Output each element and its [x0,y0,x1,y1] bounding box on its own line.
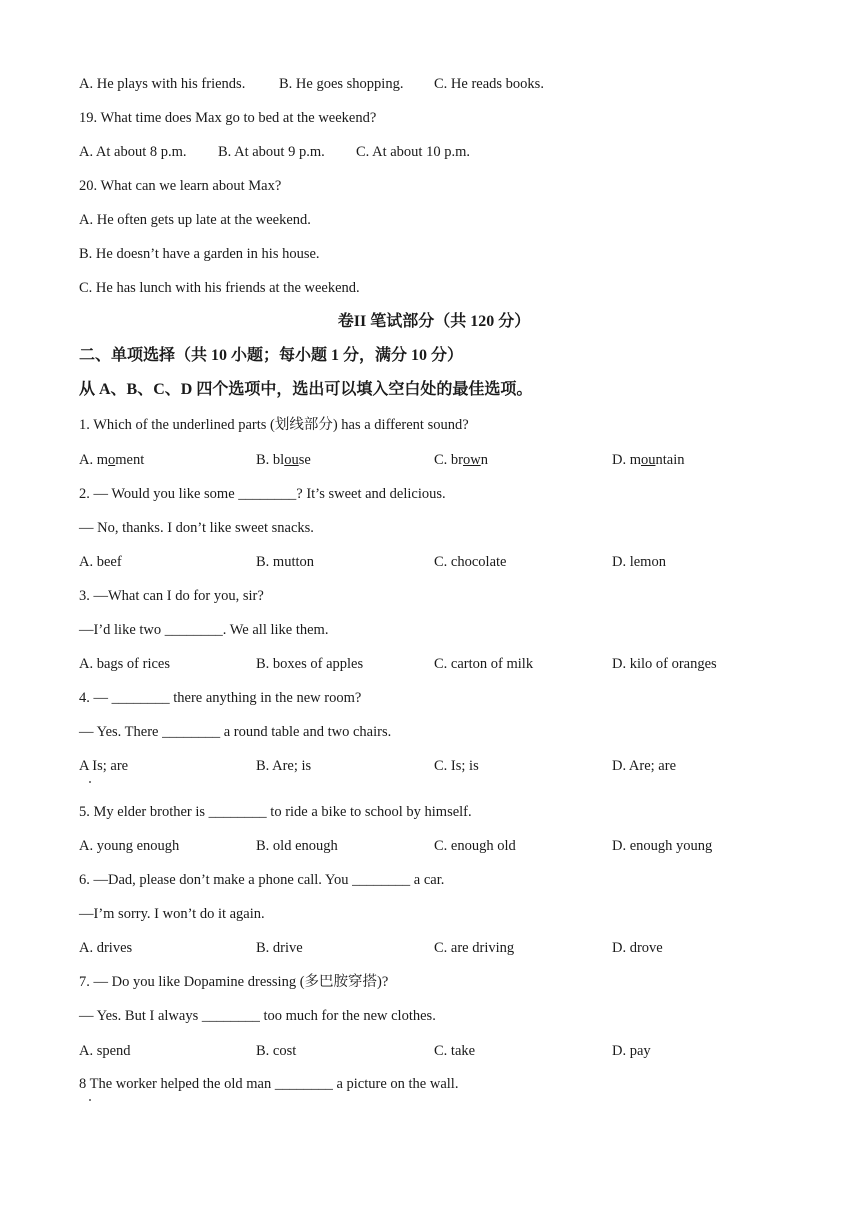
question-3: 3. —What can I do for you, sir? [79,588,264,604]
question-2: 2. — Would you like some ________? It’s sweet and delicious. [79,486,446,502]
option-b: B. He goes shopping. [279,76,404,92]
q1-option-b: B. blouse [256,452,311,468]
q6-option-b: B. drive [256,940,303,956]
q7-option-d: D. pay [612,1043,651,1059]
question-7: 7. — Do you like Dopamine dressing (多巴胺穿搭)? [79,974,389,990]
instruction: 从 A、B、C、D 四个选项中，选出可以填入空白处的最佳选项。 [79,381,533,398]
q2-option-a: A. beef [79,554,122,570]
q7-option-b: B. cost [256,1043,297,1059]
question-5: 5. My elder brother is ________ to ride a bike to school by himself. [79,804,472,820]
q3-option-d: D. kilo of oranges [612,656,717,672]
q2-option-b: B. mutton [256,554,315,570]
question-3-line-2: —I’d like two ________. We all like them. [79,622,329,638]
question-4-line-2: — Yes. There ________ a round table and two chairs. [79,724,392,740]
q2-option-c: C. chocolate [434,554,507,570]
q20-option-b: B. He doesn’t have a garden in his house. [79,246,320,262]
q3-option-a: A. bags of rices [79,656,171,672]
question-6-line-2: —I’m sorry. I won’t do it again. [79,906,265,922]
q3-option-c: C. carton of milk [434,656,534,672]
q19-option-a: A. At about 8 p.m. [79,144,187,160]
q5-option-b: B. old enough [256,838,338,854]
q1-option-d: D. mountain [612,452,685,468]
question-7-line-2: — Yes. But I always ________ too much for the new clothes. [79,1008,436,1024]
question-20: 20. What can we learn about Max? [79,178,282,194]
q6-option-a: A. drives [79,940,133,956]
q5-option-d: D. enough young [612,838,713,854]
q4-option-c: C. Is; is [434,758,479,774]
q19-option-c: C. At about 10 p.m. [356,144,470,160]
stray-dot [89,1099,91,1101]
q19-option-b: B. At about 9 p.m. [218,144,325,160]
q6-option-d: D. drove [612,940,663,956]
q20-option-c: C. He has lunch with his friends at the weekend. [79,280,360,296]
q20-option-a: A. He often gets up late at the weekend. [79,212,311,228]
question-6: 6. —Dad, please don’t make a phone call. You ________ a car. [79,872,445,888]
question-1: 1. Which of the underlined parts (划线部分) has a different sound? [79,417,469,433]
q3-option-b: B. boxes of apples [256,656,364,672]
q6-option-c: C. are driving [434,940,515,956]
option-c: C. He reads books. [434,76,544,92]
q5-option-a: A. young enough [79,838,180,854]
q1-option-c: C. brown [434,452,488,468]
q1-option-a: A. moment [79,452,145,468]
q5-option-c: C. enough old [434,838,516,854]
question-4: 4. — ________ there anything in the new room? [79,690,362,706]
section-title: 卷II 笔试部分（共 120 分） [337,313,531,330]
q2-option-d: D. lemon [612,554,666,570]
question-2-line-2: — No, thanks. I don’t like sweet snacks. [79,520,314,536]
option-a: A. He plays with his friends. [79,76,246,92]
question-19: 19. What time does Max go to bed at the weekend? [79,110,377,126]
q4-option-b: B. Are; is [256,758,312,774]
part-title: 二、单项选择（共 10 小题；每小题 1 分，满分 10 分） [79,347,464,364]
q4-option-a: A Is; are [79,758,129,774]
stray-dot [89,781,91,783]
question-8: 8 The worker helped the old man ________ a picture on the wall. [79,1076,459,1092]
q7-option-c: C. take [434,1043,476,1059]
q4-option-d: D. Are; are [612,758,677,774]
q7-option-a: A. spend [79,1043,131,1059]
